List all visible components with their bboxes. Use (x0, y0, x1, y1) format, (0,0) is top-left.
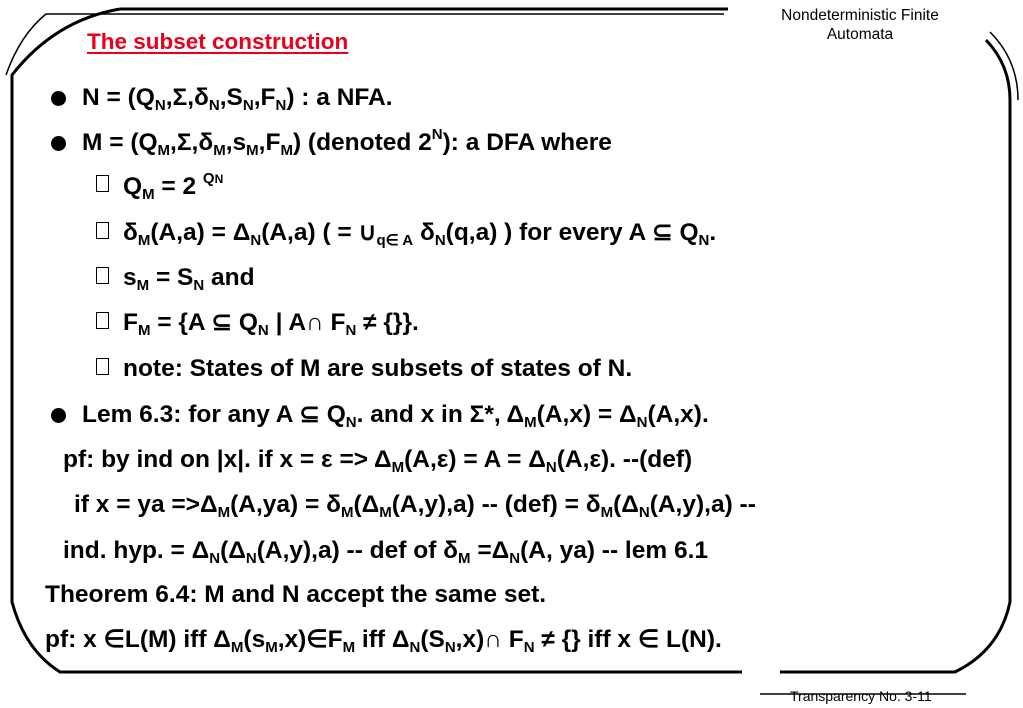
bullet-dot-2 (51, 136, 66, 151)
line-final-states: $F_M = \{A$ ⊆ $Q_N$ | A∩ $F_N$ ≠ {}}. (123, 309, 419, 339)
line-states: $Q_M = 2$ $^{QN}$ (123, 170, 224, 203)
line-transition: $\delta_M(A,a) = \Delta_N(A,a)$ ( = $\cup_{q\in A}$ $\delta_N(q,a)$ ) for every A ⊆ $Q_N$. (123, 219, 717, 249)
sub-bullet-mark (96, 267, 109, 284)
bullet-dot-1 (51, 91, 66, 106)
sub-bullet-mark (96, 175, 109, 192)
line-proof-step: if x = ya $=>\Delta_M(A,ya) = \delta_M(\Delta_M(A,y),a) -- (def) = \delta_M(\Delta_N(A,y),a)$ -- (74, 491, 756, 521)
line-start-state: $s_M = S_N$ and (123, 264, 255, 294)
line-theorem-proof: pf: x ∈L(M) iff $\Delta_M(s_M,x)\in F_M$ iff $\Delta_N(S_N,x)\cap$ $F_N$ ≠ {} iff x ∈ L(N). (45, 626, 722, 656)
sub-bullet-mark (96, 312, 109, 329)
course-header-line1: Nondeterministic Finite (781, 7, 939, 24)
line-lemma: Lem 6.3: for any A ⊆ $Q_N$. and x in Σ*, $\Delta_M(A,x) = \Delta_N(A,x)$. (82, 401, 709, 431)
slide-title: The subset construction (87, 29, 349, 54)
line-dfa-definition: $M = (Q_M,\Sigma,\delta_M,s_M,F_M)$ (denoted $2^N$): a DFA where (82, 126, 612, 159)
transparency-number: Transparency No. 3-11 (790, 688, 932, 704)
line-note: note: States of M are subsets of states of N. (123, 355, 633, 382)
sub-bullet-mark (96, 358, 109, 375)
line-proof-base: pf: by ind on |x|. if $x = \varepsilon => \Delta_M(A,\varepsilon) = A = \Delta_N(A,\varepsilon)$. --(def) (63, 446, 693, 476)
sub-bullet-mark (96, 222, 109, 239)
line-proof-hyp: ind. hyp. = $\Delta_N(\Delta_N(A,y),a)$ -- def of $\delta_M =\Delta_N(A$, ya) -- lem 6.1 (63, 537, 708, 567)
line-theorem: Theorem 6.4: M and N accept the same set. (45, 581, 547, 608)
bullet-dot-3 (51, 408, 66, 423)
line-nfa-definition: $N = (Q_N,\Sigma,\delta_N,S_N,F_N)$ : a NFA. (82, 84, 393, 114)
course-header-line2: Automata (826, 26, 894, 43)
